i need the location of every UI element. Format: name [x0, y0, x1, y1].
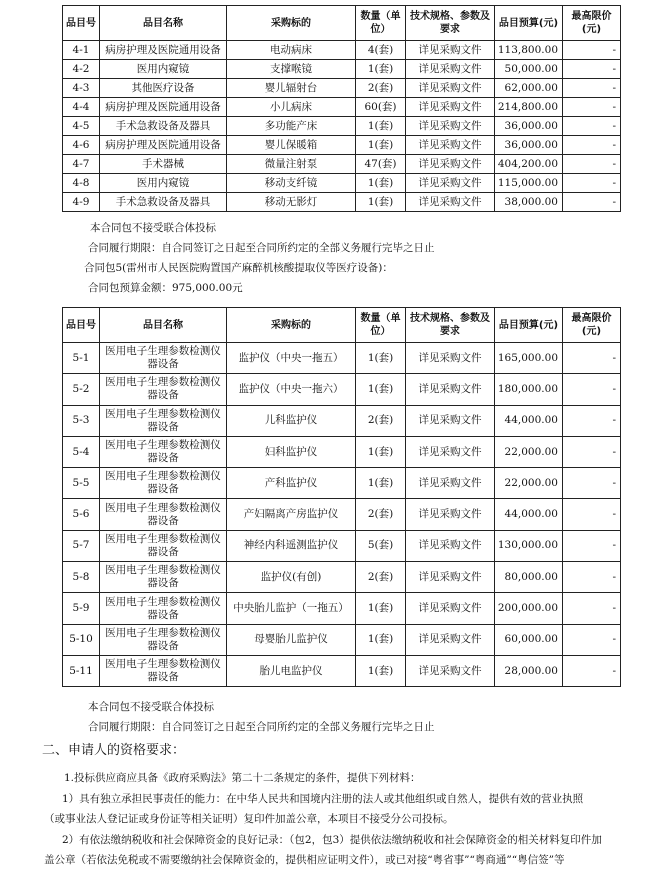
table-cell: 详见采购文件: [406, 136, 495, 155]
table-row: [63, 436, 621, 467]
table-cell: 38,000.00: [495, 193, 563, 212]
table-cell: 1(套): [356, 193, 406, 212]
table-cell: 婴儿保暖箱: [227, 136, 356, 155]
table-cell: 手术急救设备及器具: [100, 193, 227, 212]
table-cell: 2(套): [356, 562, 406, 593]
table-cell: 165,000.00: [495, 343, 563, 374]
table-cell: 44,000.00: [495, 499, 563, 530]
table-cell: 1(套): [356, 593, 406, 624]
table-cell: 医用电子生理参数检测仪器设备: [100, 343, 227, 374]
table-cell: 5-4: [63, 436, 100, 467]
table-cell: 手术器械: [100, 155, 227, 174]
table-row: [63, 79, 621, 98]
package4-table: [62, 5, 621, 212]
table-cell: 115,000.00: [495, 174, 563, 193]
table-cell: 医用电子生理参数检测仪器设备: [100, 499, 227, 530]
table-cell: 监护仪（中央一拖五）: [227, 343, 356, 374]
table-cell: 4-4: [63, 98, 100, 117]
table-cell: 产科监护仪: [227, 468, 356, 499]
table-cell: 神经内科遥测监护仪: [227, 530, 356, 561]
table-row: [63, 562, 621, 593]
column-header: 品目号: [63, 308, 100, 343]
table-cell: 50,000.00: [495, 60, 563, 79]
table-cell: -: [563, 60, 621, 79]
table-cell: 4-8: [63, 174, 100, 193]
table-cell: 支撑喉镜: [227, 60, 356, 79]
table-cell: 详见采购文件: [406, 193, 495, 212]
table-cell: 病房护理及医院通用设备: [100, 136, 227, 155]
table-cell: 5-8: [63, 562, 100, 593]
table-cell: -: [563, 562, 621, 593]
table-cell: 婴儿辐射台: [227, 79, 356, 98]
table-cell: 病房护理及医院通用设备: [100, 98, 227, 117]
table-cell: 母婴胎儿监护仪: [227, 624, 356, 655]
table-row: [63, 499, 621, 530]
table-cell: 60(套): [356, 98, 406, 117]
table-cell: -: [563, 155, 621, 174]
table-cell: 2(套): [356, 405, 406, 436]
table-row: [63, 98, 621, 117]
table-cell: 28,000.00: [495, 655, 563, 686]
table-cell: 62,000.00: [495, 79, 563, 98]
table-cell: -: [563, 343, 621, 374]
table-cell: 4(套): [356, 41, 406, 60]
table-cell: 详见采购文件: [406, 98, 495, 117]
note-no-consortium-2: 本合同包不接受联合体投标: [88, 701, 214, 713]
table-cell: -: [563, 593, 621, 624]
table-row: [63, 405, 621, 436]
table-cell: -: [563, 136, 621, 155]
table-cell: 产妇隔离产房监护仪: [227, 499, 356, 530]
table-cell: 医用电子生理参数检测仪器设备: [100, 468, 227, 499]
table-cell: 4-1: [63, 41, 100, 60]
table-cell: 详见采购文件: [406, 562, 495, 593]
table-cell: 医用内窥镜: [100, 60, 227, 79]
table-row: [63, 155, 621, 174]
table-cell: 医用电子生理参数检测仪器设备: [100, 624, 227, 655]
table-cell: -: [563, 98, 621, 117]
column-header: 数量（单位）: [356, 308, 406, 343]
table-cell: 详见采购文件: [406, 41, 495, 60]
note-period: 合同履行期限：自合同签订之日起至合同所约定的全部义务履行完毕之日止: [88, 242, 435, 254]
table-row: [63, 374, 621, 405]
table-cell: 4-2: [63, 60, 100, 79]
table-row: [63, 530, 621, 561]
table-cell: 44,000.00: [495, 405, 563, 436]
table-cell: -: [563, 374, 621, 405]
table-cell: 监护仪(有创): [227, 562, 356, 593]
table-cell: 1(套): [356, 655, 406, 686]
table-cell: 5-1: [63, 343, 100, 374]
table-cell: 医用电子生理参数检测仪器设备: [100, 405, 227, 436]
table-row: [63, 136, 621, 155]
table-cell: -: [563, 174, 621, 193]
table-cell: -: [563, 79, 621, 98]
table-row: [63, 41, 621, 60]
table-cell: 5-6: [63, 499, 100, 530]
table-cell: 详见采购文件: [406, 405, 495, 436]
table-cell: 5-2: [63, 374, 100, 405]
table-cell: -: [563, 117, 621, 136]
table-cell: 多功能产床: [227, 117, 356, 136]
table-row: [63, 174, 621, 193]
table-cell: 1(套): [356, 174, 406, 193]
table-cell: -: [563, 499, 621, 530]
column-header: 数量（单位）: [356, 6, 406, 41]
table-cell: 电动病床: [227, 41, 356, 60]
table-cell: 5-9: [63, 593, 100, 624]
column-header: 品目预算(元): [495, 6, 563, 41]
column-header: 技术规格、参数及要求: [406, 6, 495, 41]
table-cell: 5-10: [63, 624, 100, 655]
table-cell: 详见采购文件: [406, 374, 495, 405]
table-cell: 5-3: [63, 405, 100, 436]
table-cell: 医用电子生理参数检测仪器设备: [100, 562, 227, 593]
table-header: [63, 6, 621, 41]
table-cell: 监护仪（中央一拖六）: [227, 374, 356, 405]
table-cell: 4-6: [63, 136, 100, 155]
column-header: 最高限价(元): [563, 6, 621, 41]
table-cell: 4-7: [63, 155, 100, 174]
table-cell: -: [563, 436, 621, 467]
table-cell: 36,000.00: [495, 117, 563, 136]
column-header: 品目名称: [100, 6, 227, 41]
column-header: 采购标的: [227, 6, 356, 41]
table-cell: 微量注射泵: [227, 155, 356, 174]
table-cell: -: [563, 655, 621, 686]
table-cell: 2(套): [356, 499, 406, 530]
table-cell: 1(套): [356, 436, 406, 467]
table-cell: -: [563, 41, 621, 60]
table-cell: -: [563, 193, 621, 212]
table-cell: 详见采购文件: [406, 60, 495, 79]
table-cell: 36,000.00: [495, 136, 563, 155]
table-row: [63, 655, 621, 686]
table-cell: 5-7: [63, 530, 100, 561]
table-cell: -: [563, 530, 621, 561]
package5-table: [62, 307, 621, 687]
table-cell: 详见采购文件: [406, 499, 495, 530]
table-cell: 22,000.00: [495, 468, 563, 499]
package5-title: 合同包5(雷州市人民医院购置国产麻醉机核酸提取仪等医疗设备)：: [84, 262, 393, 274]
table-cell: 详见采购文件: [406, 117, 495, 136]
table-cell: 移动支纤镜: [227, 174, 356, 193]
table-cell: 详见采购文件: [406, 530, 495, 561]
table-cell: 详见采购文件: [406, 436, 495, 467]
table-cell: 1(套): [356, 60, 406, 79]
table-row: [63, 193, 621, 212]
table-cell: 5(套): [356, 530, 406, 561]
paragraph: 盖公章（若依法免税或不需要缴纳社会保障资金的，提供相应证明文件），或已对接“粤省事”“粤商通”“粤信签”等: [44, 854, 565, 866]
table-cell: 1(套): [356, 117, 406, 136]
column-header: 品目号: [63, 6, 100, 41]
column-header: 技术规格、参数及要求: [406, 308, 495, 343]
section-title: 二、申请人的资格要求：: [42, 743, 186, 758]
table-cell: 小儿病床: [227, 98, 356, 117]
paragraph: （或事业法人登记证或身份证等相关证明）复印件加盖公章，本项目不接受分公司投标。: [44, 813, 454, 825]
table-cell: 4-5: [63, 117, 100, 136]
table-cell: 22,000.00: [495, 436, 563, 467]
table-cell: 2(套): [356, 79, 406, 98]
table-cell: 胎儿电监护仪: [227, 655, 356, 686]
table-cell: 详见采购文件: [406, 468, 495, 499]
table-cell: 200,000.00: [495, 593, 563, 624]
column-header: 采购标的: [227, 308, 356, 343]
table-cell: 4-3: [63, 79, 100, 98]
column-header: 品目名称: [100, 308, 227, 343]
table-cell: 医用内窥镜: [100, 174, 227, 193]
table-cell: -: [563, 405, 621, 436]
table-cell: 5-5: [63, 468, 100, 499]
table-cell: 113,800.00: [495, 41, 563, 60]
table-header: [63, 308, 621, 343]
table-cell: 其他医疗设备: [100, 79, 227, 98]
table-cell: 47(套): [356, 155, 406, 174]
table-cell: 病房护理及医院通用设备: [100, 41, 227, 60]
table-cell: 移动无影灯: [227, 193, 356, 212]
table-cell: 儿科监护仪: [227, 405, 356, 436]
table-cell: 医用电子生理参数检测仪器设备: [100, 530, 227, 561]
table-cell: 详见采购文件: [406, 593, 495, 624]
table-cell: 详见采购文件: [406, 343, 495, 374]
package5-budget: 合同包预算金额：975,000.00元: [88, 282, 243, 294]
table-row: [63, 624, 621, 655]
table-cell: 1(套): [356, 343, 406, 374]
table-cell: 1(套): [356, 136, 406, 155]
table-cell: 医用电子生理参数检测仪器设备: [100, 655, 227, 686]
table-cell: 180,000.00: [495, 374, 563, 405]
table-cell: 130,000.00: [495, 530, 563, 561]
table-cell: 60,000.00: [495, 624, 563, 655]
table-cell: 1(套): [356, 468, 406, 499]
table-cell: 4-9: [63, 193, 100, 212]
table-cell: 404,200.00: [495, 155, 563, 174]
note-period-2: 合同履行期限：自合同签订之日起至合同所约定的全部义务履行完毕之日止: [88, 721, 435, 733]
table-cell: 详见采购文件: [406, 655, 495, 686]
paragraph: 2）有依法缴纳税收和社会保障资金的良好记录：（包2，包3）提供依法缴纳税收和社会保障资金的相关材料复印件加: [62, 834, 602, 846]
table-cell: 1(套): [356, 374, 406, 405]
table-row: [63, 343, 621, 374]
table-cell: 详见采购文件: [406, 174, 495, 193]
table-row: [63, 117, 621, 136]
paragraph: 1）具有独立承担民事责任的能力：在中华人民共和国境内注册的法人或其他组织或自然人，提供有效的营业执照: [62, 793, 584, 805]
table-cell: 详见采购文件: [406, 624, 495, 655]
table-cell: 中央胎儿监护（一拖五）: [227, 593, 356, 624]
table-cell: 1(套): [356, 624, 406, 655]
table-cell: 详见采购文件: [406, 79, 495, 98]
paragraph: 1.投标供应商应具备《政府采购法》第二十二条规定的条件，提供下列材料：: [64, 772, 421, 784]
table-cell: 医用电子生理参数检测仪器设备: [100, 593, 227, 624]
table-row: [63, 593, 621, 624]
column-header: 品目预算(元): [495, 308, 563, 343]
table-cell: -: [563, 624, 621, 655]
note-no-consortium: 本合同包不接受联合体投标: [90, 222, 216, 234]
column-header: 最高限价(元): [563, 308, 621, 343]
table-cell: 医用电子生理参数检测仪器设备: [100, 436, 227, 467]
table-cell: 80,000.00: [495, 562, 563, 593]
table-cell: 214,800.00: [495, 98, 563, 117]
table-cell: -: [563, 468, 621, 499]
table-row: [63, 60, 621, 79]
table-row: [63, 468, 621, 499]
table-cell: 医用电子生理参数检测仪器设备: [100, 374, 227, 405]
table-cell: 详见采购文件: [406, 155, 495, 174]
table-cell: 5-11: [63, 655, 100, 686]
table-cell: 手术急救设备及器具: [100, 117, 227, 136]
table-cell: 妇科监护仪: [227, 436, 356, 467]
